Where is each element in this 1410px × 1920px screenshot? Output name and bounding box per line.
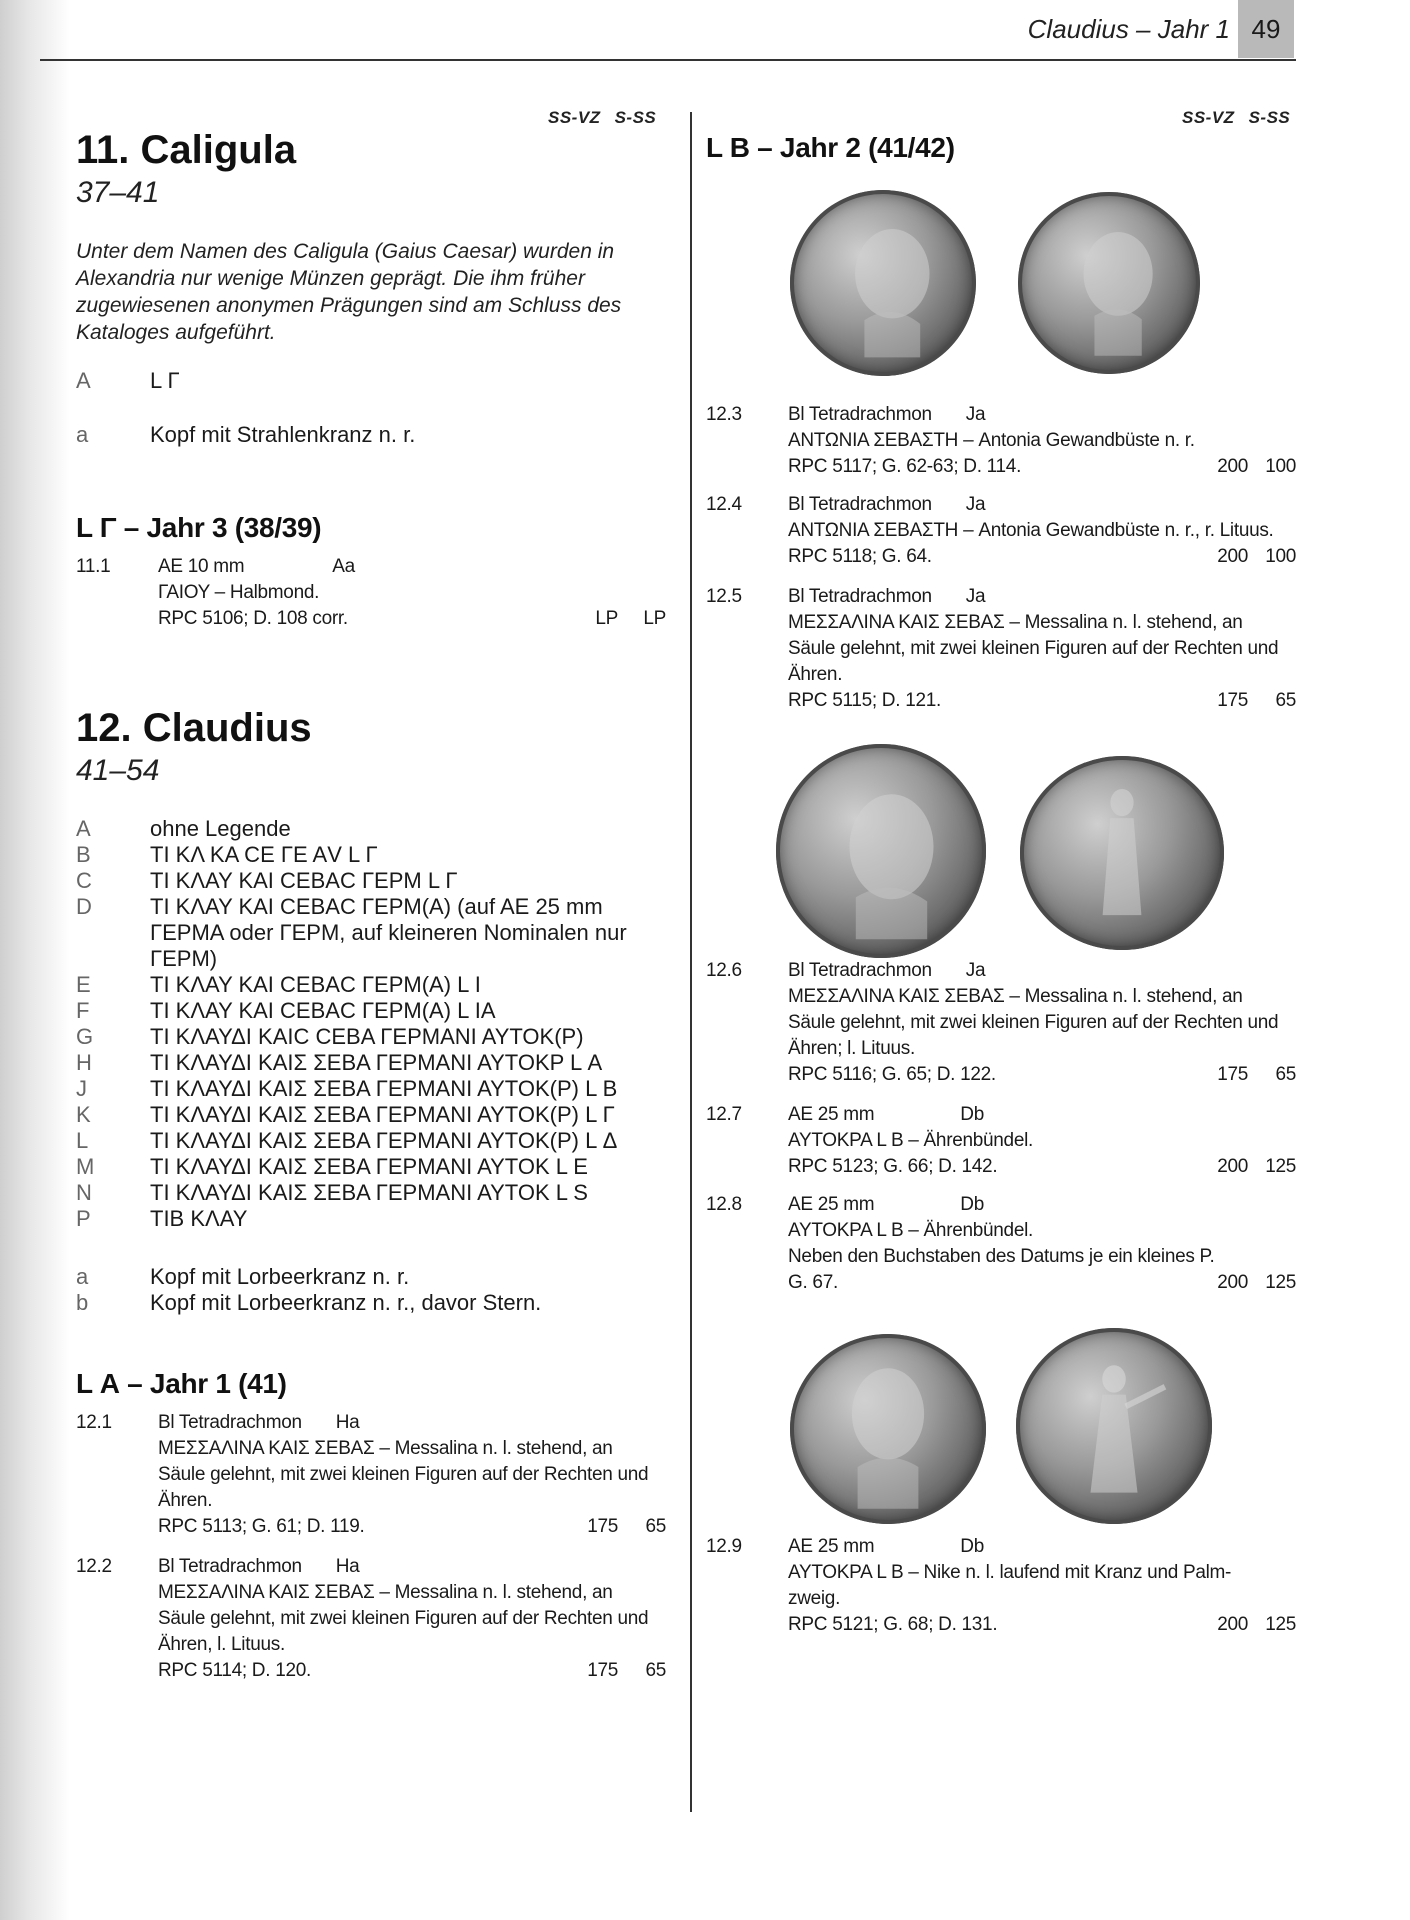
entry-reference: RPC 5123; G. 66; D. 142.: [788, 1156, 998, 1177]
coin-photo-pair: [790, 190, 1220, 380]
price-ss-vz: 200: [1217, 546, 1248, 567]
entry-reference: RPC 5114; D. 120.: [158, 1660, 311, 1681]
legend-row: [76, 816, 676, 842]
section-range-caligula: 37–41: [76, 176, 160, 209]
catalog-entry-12-1: [76, 1410, 666, 1540]
entry-reference: RPC 5117; G. 62-63; D. 114.: [788, 456, 1022, 477]
portrait-text: Kopf mit Lorbeerkranz n. r.: [150, 1264, 410, 1289]
entry-description: ΜΕΣΣΑΛΙΝΑ ΚΑΙΣ ΣΕΒΑΣ – Messalina n. l. stehend, an: [158, 1438, 613, 1459]
portrait-icon: [776, 744, 986, 958]
legend-text: ΤΙ ΚΛΑΥ ΚΑΙ CΕΒΑC ΓΕΡΜ(Α) (auf AE 25 mm ΓΕΡΜΑ oder ΓΕΡΜ, auf kleineren Nominalen nur ΓΕΡΜ): [150, 894, 627, 971]
price-ss-vz: 200: [1217, 1156, 1248, 1177]
legend-key: A: [76, 368, 91, 393]
entry-body: [788, 1534, 1296, 1638]
entry-head: [158, 554, 666, 580]
portrait-row: [76, 422, 415, 448]
catalog-entry-12-4: [706, 492, 1296, 572]
entry-number: 12.7: [706, 1104, 742, 1125]
price-ss-vz: 175: [587, 1660, 618, 1681]
legend-text: ΤΙ ΚΛ ΚΑ CΕ ΓΕ ΑV L Γ: [150, 842, 378, 867]
legend-code: Db: [960, 1104, 984, 1125]
section-title-claudius: 12. Claudius: [76, 706, 312, 750]
entry-description: Ähren.: [788, 664, 843, 685]
grade-s-ss: S-SS: [614, 108, 657, 127]
entry-description: Neben den Buchstaben des Datums je ein kleines P.: [788, 1246, 1215, 1267]
standing-figure-icon: [1020, 756, 1224, 950]
entry-head: [788, 1102, 1296, 1128]
entry-head: [788, 492, 1296, 518]
legend-text: ΤΙ ΚΛΑΥ ΚΑΙ CΕΒΑC ΓΕΡΜ(Α) L ΙΑ: [150, 998, 496, 1023]
entry-ref-line: [158, 606, 666, 632]
legend-text: ΤΙ ΚΛΑΥ ΚΑΙ CΕΒΑC ΓΕΡΜ(Α) L Ι: [150, 972, 481, 997]
portrait-icon: [790, 1334, 986, 1524]
price-s-ss: 100: [1265, 456, 1296, 477]
entry-description: Säule gelehnt, mit zwei kleinen Figuren auf der Rechten und: [788, 1012, 1279, 1033]
price-ss-vz: 200: [1217, 1614, 1248, 1635]
legend-row: [76, 842, 676, 868]
entry-description: ΜΕΣΣΑΛΙΝΑ ΚΑΙΣ ΣΕΒΑΣ – Messalina n. l. stehend, an: [788, 986, 1243, 1007]
entry-number: 12.5: [706, 586, 742, 607]
entry-number: 12.1: [76, 1412, 112, 1433]
entry-prices: [1200, 544, 1296, 570]
legend-row: [76, 1050, 676, 1076]
entry-description: zweig.: [788, 1588, 841, 1609]
entry-description: ΑΝΤΩΝΙΑ ΣΕΒΑΣΤΗ – Antonia Gewandbüste n. r., r. Lituus.: [788, 520, 1274, 541]
legend-code: Ha: [335, 1412, 360, 1433]
legend-key: G: [76, 1024, 94, 1049]
entry-head: [158, 1410, 666, 1436]
price-ss-vz: 200: [1217, 456, 1248, 477]
legend-key: M: [76, 1154, 95, 1179]
entry-reference: RPC 5106; D. 108 corr.: [158, 608, 348, 629]
legend-code: Ja: [965, 586, 986, 607]
price-s-ss: 65: [1275, 690, 1296, 711]
entry-prices: [1200, 454, 1296, 480]
entry-head: [788, 1192, 1296, 1218]
denomination: Bl Tetradrachmon: [788, 586, 932, 607]
running-title: Claudius – Jahr 1: [1027, 14, 1230, 44]
price-ss-vz: 175: [1217, 1064, 1248, 1085]
entry-description: Säule gelehnt, mit zwei kleinen Figuren auf der Rechten und: [158, 1608, 649, 1629]
price-s-ss: 125: [1265, 1156, 1296, 1177]
legend-text: ΤΙ ΚΛΑΥΔΙ ΚΑΙΣ ΣΕΒΑ ΓΕΡΜΑΝΙ ΑΥΤΟΚ(Ρ) L Γ: [150, 1102, 615, 1127]
entry-prices: [1200, 1612, 1296, 1638]
coin-reverse-image: [1016, 1328, 1212, 1524]
legend-key: C: [76, 868, 92, 893]
legend-code: Ja: [965, 960, 986, 981]
entry-prices: [570, 606, 666, 632]
denomination: Bl Tetradrachmon: [158, 1412, 302, 1433]
legend-key: F: [76, 998, 90, 1023]
page-number: 49: [1238, 0, 1294, 58]
legend-row: [76, 1180, 676, 1206]
entry-description: Ähren, l. Lituus.: [158, 1634, 285, 1655]
legend-key: H: [76, 1050, 92, 1075]
scan-edge-shadow: [0, 0, 70, 1920]
entry-description: ΑΝΤΩΝΙΑ ΣΕΒΑΣΤΗ – Antonia Gewandbüste n. r.: [788, 430, 1195, 451]
legend-text: ΤΙ ΚΛΑΥΔΙ ΚΑΙC CΕΒΑ ΓΕΡΜΑΝΙ ΑΥΤΟΚ(Ρ): [150, 1024, 584, 1049]
entry-description: ΑΥΤΟΚΡΑ L Β – Nike n. l. laufend mit Kranz und Palm-: [788, 1562, 1232, 1583]
grade-columns-right: [1182, 108, 1290, 128]
catalog-entry-12-3: [706, 402, 1296, 482]
legend-code: Db: [960, 1194, 984, 1215]
entry-ref-line: [158, 1658, 666, 1684]
legend-row: [76, 1024, 676, 1050]
catalog-entry-12-8: [706, 1192, 1296, 1298]
entry-ref-line: [788, 1062, 1296, 1088]
entry-ref-line: [788, 1270, 1296, 1296]
price-s-ss: 100: [1265, 546, 1296, 567]
grade-ss-vz: SS-VZ: [1182, 108, 1235, 127]
legend-text: ΤΙ ΚΛΑΥΔΙ ΚΑΙΣ ΣΕΒΑ ΓΕΡΜΑΝΙ ΑΥΤΟΚ L Ε: [150, 1154, 588, 1179]
portrait-key: a: [76, 1264, 89, 1289]
entry-body: [788, 1192, 1296, 1296]
legend-key: A: [76, 816, 91, 841]
entry-number: 12.2: [76, 1556, 112, 1577]
coin-reverse-image: [1020, 756, 1224, 950]
legend-row: [76, 1154, 676, 1180]
entry-head: [788, 958, 1296, 984]
denomination: AE 25 mm: [788, 1104, 875, 1125]
catalog-entry-12-9: [706, 1534, 1296, 1640]
section-title-caligula: 11. Caligula: [76, 128, 297, 172]
grade-ss-vz: SS-VZ: [548, 108, 601, 127]
catalog-entry-12-5: [706, 584, 1296, 714]
denomination: AE 10 mm: [158, 556, 245, 577]
portrait-key: a: [76, 422, 89, 447]
year-heading-claudius-2: L Β – Jahr 2 (41/42): [706, 132, 955, 163]
entry-reference: RPC 5116; G. 65; D. 122.: [788, 1064, 996, 1085]
entry-body: [788, 492, 1296, 570]
denomination: AE 25 mm: [788, 1194, 875, 1215]
portrait-icon: [790, 190, 976, 376]
coin-reverse-image: [1018, 192, 1200, 374]
section-range-claudius: 41–54: [76, 754, 160, 787]
entry-head: [788, 584, 1296, 610]
entry-prices: [1200, 1062, 1296, 1088]
claudius-portrait-list: [76, 1264, 676, 1316]
legend-code: Ja: [965, 494, 986, 515]
entry-ref-line: [788, 544, 1296, 570]
year-heading-caligula-3: L Γ – Jahr 3 (38/39): [76, 512, 322, 543]
entry-number: 11.1: [76, 556, 111, 577]
entry-prices: [570, 1514, 666, 1540]
portrait-row: [76, 1290, 676, 1316]
catalog-entry-12-2: [76, 1554, 666, 1684]
portrait-key: b: [76, 1290, 89, 1315]
entry-prices: [570, 1658, 666, 1684]
price-ss-vz: 175: [1217, 690, 1248, 711]
entry-reference: RPC 5113; G. 61; D. 119.: [158, 1516, 365, 1537]
header-rule: [40, 59, 1296, 61]
legend-row: [76, 1128, 676, 1154]
legend-key: E: [76, 972, 91, 997]
price-s-ss: 125: [1265, 1272, 1296, 1293]
entry-description: ΜΕΣΣΑΛΙΝΑ ΚΑΙΣ ΣΕΒΑΣ – Messalina n. l. stehend, an: [158, 1582, 613, 1603]
claudius-legend-list: [76, 816, 676, 1232]
coin-obverse-image: [776, 744, 986, 958]
legend-text: ΤΙ ΚΛΑΥ ΚΑΙ CΕΒΑC ΓΕΡΜ L Γ: [150, 868, 458, 893]
legend-row: [76, 868, 676, 894]
portrait-text: Kopf mit Lorbeerkranz n. r., davor Stern.: [150, 1290, 542, 1315]
legend-row: [76, 1206, 676, 1232]
catalog-entry-12-6: [706, 958, 1296, 1088]
coin-photo-pair: [776, 744, 1236, 964]
denomination: Bl Tetradrachmon: [158, 1556, 302, 1577]
legend-text: ΤΙ ΚΛΑΥΔΙ ΚΑΙΣ ΣΕΒΑ ΓΕΡΜΑΝΙ ΑΥΤΟΚ(Ρ) L Δ: [150, 1128, 618, 1153]
price-ss-vz: 200: [1217, 1272, 1248, 1293]
price-ss-vz: LP: [595, 608, 618, 629]
entry-number: 12.3: [706, 404, 742, 425]
entry-description: Ähren.: [158, 1490, 213, 1511]
legend-row: [76, 998, 676, 1024]
legend-text: ΤΙ ΚΛΑΥΔΙ ΚΑΙΣ ΣΕΒΑ ΓΕΡΜΑΝΙ ΑΥΤΟΚ(Ρ) L Β: [150, 1076, 618, 1101]
price-s-ss: LP: [643, 608, 666, 629]
denomination: Bl Tetradrachmon: [788, 494, 932, 515]
entry-description: ΓΑΙΟΥ – Halbmond.: [158, 582, 320, 603]
nike-figure-icon: [1016, 1328, 1212, 1524]
price-s-ss: 65: [1275, 1064, 1296, 1085]
entry-ref-line: [788, 1154, 1296, 1180]
entry-body: [158, 1554, 666, 1684]
entry-description: ΜΕΣΣΑΛΙΝΑ ΚΑΙΣ ΣΕΒΑΣ – Messalina n. l. stehend, an: [788, 612, 1243, 633]
entry-description: Säule gelehnt, mit zwei kleinen Figuren auf der Rechten und: [788, 638, 1279, 659]
entry-reference: RPC 5115; D. 121.: [788, 690, 941, 711]
legend-key: J: [76, 1076, 87, 1101]
entry-body: [158, 554, 666, 632]
legend-key: K: [76, 1102, 91, 1127]
legend-key: B: [76, 842, 91, 867]
portrait-row: [76, 1264, 676, 1290]
entry-body: [788, 958, 1296, 1088]
entry-ref-line: [158, 1514, 666, 1540]
entry-description: Säule gelehnt, mit zwei kleinen Figuren auf der Rechten und: [158, 1464, 649, 1485]
entry-ref-line: [788, 454, 1296, 480]
legend-text: ohne Legende: [150, 816, 291, 841]
coin-obverse-image: [790, 190, 976, 376]
legend-key: P: [76, 1206, 91, 1231]
legend-code: Ja: [965, 404, 986, 425]
grade-columns-left: [548, 108, 656, 128]
legend-row: [76, 1076, 676, 1102]
legend-code: Aa: [332, 556, 355, 577]
entry-body: [158, 1410, 666, 1540]
entry-number: 12.9: [706, 1536, 742, 1557]
entry-head: [788, 402, 1296, 428]
denomination: Bl Tetradrachmon: [788, 960, 932, 981]
catalog-entry-11-1: [76, 554, 666, 634]
entry-body: [788, 584, 1296, 714]
legend-text: ΤΙ ΚΛΑΥΔΙ ΚΑΙΣ ΣΕΒΑ ΓΕΡΜΑΝΙ ΑΥΤΟΚΡ L Α: [150, 1050, 603, 1075]
legend-text: ΤΙΒ ΚΛΑΥ: [150, 1206, 248, 1231]
entry-description: Ähren; l. Lituus.: [788, 1038, 915, 1059]
entry-ref-line: [788, 1612, 1296, 1638]
entry-description: ΑΥΤΟΚΡΑ L Β – Ährenbündel.: [788, 1130, 1033, 1151]
entry-ref-line: [788, 688, 1296, 714]
entry-description: ΑΥΤΟΚΡΑ L Β – Ährenbündel.: [788, 1220, 1033, 1241]
entry-reference: G. 67.: [788, 1272, 838, 1293]
column-divider: [690, 112, 692, 1812]
portrait-icon: [1018, 192, 1200, 374]
caligula-intro: Unter dem Namen des Caligula (Gaius Caesar) wurden in Alexandria nur wenige Münzen geprägt. Die ihm früher zugewiesenen anonymen Prägungen sind am Schluss des Kataloges aufgeführt.: [76, 240, 622, 344]
price-ss-vz: 175: [587, 1516, 618, 1537]
entry-reference: RPC 5121; G. 68; D. 131.: [788, 1614, 998, 1635]
legend-text: L Γ: [150, 368, 180, 393]
coin-obverse-image: [790, 1334, 986, 1524]
legend-row: [76, 894, 676, 972]
entry-body: [788, 1102, 1296, 1180]
legend-code: Db: [960, 1536, 984, 1557]
entry-reference: RPC 5118; G. 64.: [788, 546, 932, 567]
entry-number: 12.8: [706, 1194, 742, 1215]
entry-body: [788, 402, 1296, 480]
entry-prices: [1200, 1270, 1296, 1296]
entry-prices: [1200, 688, 1296, 714]
grade-s-ss: S-SS: [1248, 108, 1291, 127]
entry-head: [788, 1534, 1296, 1560]
caligula-portrait-list: [76, 422, 415, 448]
legend-key: N: [76, 1180, 92, 1205]
entry-prices: [1200, 1154, 1296, 1180]
entry-number: 12.4: [706, 494, 742, 515]
year-heading-claudius-1: L Α – Jahr 1 (41): [76, 1368, 287, 1399]
catalog-entry-12-7: [706, 1102, 1296, 1182]
price-s-ss: 65: [645, 1516, 666, 1537]
price-s-ss: 65: [645, 1660, 666, 1681]
denomination: Bl Tetradrachmon: [788, 404, 932, 425]
legend-code: Ha: [335, 1556, 360, 1577]
legend-key: D: [76, 894, 92, 919]
legend-row: [76, 972, 676, 998]
portrait-text: Kopf mit Strahlenkranz n. r.: [150, 422, 416, 447]
caligula-legend-list: [76, 368, 180, 394]
coin-photo-pair: [790, 1328, 1230, 1528]
denomination: AE 25 mm: [788, 1536, 875, 1557]
legend-row: [76, 368, 180, 394]
entry-number: 12.6: [706, 960, 742, 981]
legend-row: [76, 1102, 676, 1128]
entry-head: [158, 1554, 666, 1580]
legend-key: L: [76, 1128, 89, 1153]
price-s-ss: 125: [1265, 1614, 1296, 1635]
legend-text: ΤΙ ΚΛΑΥΔΙ ΚΑΙΣ ΣΕΒΑ ΓΕΡΜΑΝΙ ΑΥΤΟΚ L S: [150, 1180, 588, 1205]
